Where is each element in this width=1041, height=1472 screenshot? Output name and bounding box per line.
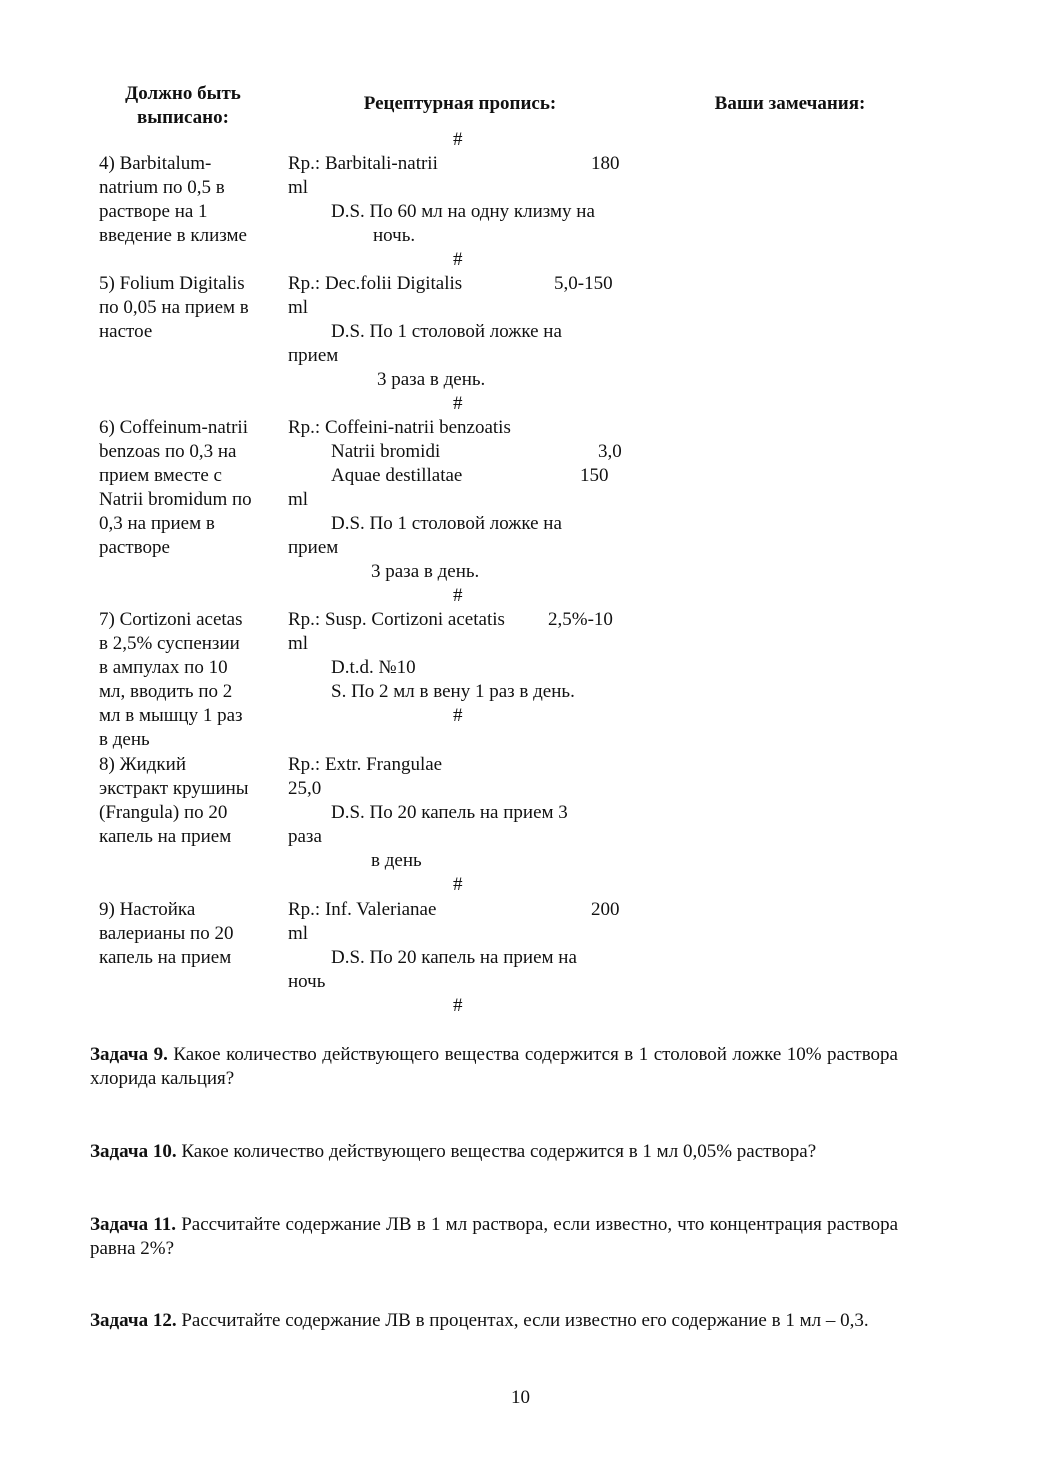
task-10-label: Задача 10. xyxy=(90,1141,177,1162)
item5-unit: ml xyxy=(288,297,309,318)
item5-task-line: по 0,05 на прием в xyxy=(99,297,249,318)
item5-signa-cont: 3 раза в день. xyxy=(377,369,486,390)
item9-rp-value: 200 xyxy=(591,899,620,920)
item7-task-line: 7) Cortizoni acetas xyxy=(99,609,243,630)
separator: # xyxy=(453,995,463,1016)
item9-unit: ml xyxy=(288,923,309,944)
item6-task-line: Natrii bromidum по xyxy=(99,489,252,510)
item7-task-line: в ампулах по 10 xyxy=(99,657,228,678)
item5-task-line: настое xyxy=(99,321,153,342)
item5-rp: Rp.: Dec.folii Digitalis xyxy=(288,273,463,294)
item7-rp: Rp.: Susp. Cortizoni acetatis xyxy=(288,609,505,630)
item6-task-line: 0,3 на прием в xyxy=(99,513,215,534)
item7-dtd: D.t.d. №10 xyxy=(331,657,416,678)
item5-task-line: 5) Folium Digitalis xyxy=(99,273,245,294)
item8-rp-value: 25,0 xyxy=(288,778,322,799)
item4-unit: ml xyxy=(288,177,309,198)
item7-unit: ml xyxy=(288,633,309,654)
item6-rp: Rp.: Coffeini-natrii benzoatis xyxy=(288,417,511,438)
task-11 xyxy=(90,1213,898,1261)
page-number: 10 xyxy=(511,1387,530,1408)
item6-ingredient-value: 150 xyxy=(580,465,609,486)
separator: # xyxy=(453,585,463,606)
item9-rp: Rp.: Inf. Valerianae xyxy=(288,899,437,920)
task-12-text: Рассчитайте содержание ЛВ в процентах, если известно его содержание в 1 мл – 0,3. xyxy=(176,1310,869,1331)
item4-signa-cont: ночь. xyxy=(373,225,416,246)
item7-task-line: в день xyxy=(99,729,150,750)
item4-task-line: растворе на 1 xyxy=(99,201,208,222)
item9-signa: D.S. По 20 капель на прием на xyxy=(331,947,577,968)
item9-task-line: валерианы по 20 xyxy=(99,923,234,944)
item6-signa-cont: прием xyxy=(288,537,339,558)
item7-task-line: мл, вводить по 2 xyxy=(99,681,233,702)
item4-rp-value: 180 xyxy=(591,153,620,174)
task-10 xyxy=(90,1140,898,1164)
task-9-label: Задача 9. xyxy=(90,1044,168,1065)
item7-task-line: мл в мышцу 1 раз xyxy=(99,705,243,726)
item8-task-line: 8) Жидкий xyxy=(99,754,187,775)
item6-task-line: benzoas по 0,3 на xyxy=(99,441,237,462)
item8-signa-cont: раза xyxy=(288,826,322,847)
item9-task-line: 9) Настойка xyxy=(99,899,196,920)
item8-task-line: экстракт крушины xyxy=(99,778,249,799)
item4-signa: D.S. По 60 мл на одну клизму на xyxy=(331,201,595,222)
task-12 xyxy=(90,1309,898,1333)
item4-task-line: 4) Barbitalum- xyxy=(99,153,212,174)
item6-ingredient: Natrii bromidi xyxy=(331,441,441,462)
item5-signa-cont: прием xyxy=(288,345,339,366)
header-should-be-prescribed: Должно быть выписано: xyxy=(125,83,241,128)
separator: # xyxy=(453,129,463,150)
item8-task-line: (Frangula) по 20 xyxy=(99,802,228,823)
item9-signa-cont: ночь xyxy=(288,971,326,992)
item6-signa: D.S. По 1 столовой ложке на xyxy=(331,513,562,534)
item6-ingredient: Aquae destillatae xyxy=(331,465,463,486)
item7-rp-value: 2,5%-10 xyxy=(548,609,613,630)
item6-task-line: 6) Coffeinum-natrii xyxy=(99,417,248,438)
task-10-text: Какое количество действующего вещества содержится в 1 мл 0,05% раствора? xyxy=(176,1141,817,1162)
item8-signa-cont: в день xyxy=(371,850,422,871)
separator: # xyxy=(453,249,463,270)
header-remarks: Ваши замечания: xyxy=(714,93,866,114)
item7-task-line: в 2,5% суспензии xyxy=(99,633,240,654)
separator: # xyxy=(453,705,463,726)
item9-task-line: капель на прием xyxy=(99,947,232,968)
item6-task-line: растворе xyxy=(99,537,170,558)
task-11-label: Задача 11. xyxy=(90,1214,177,1235)
item6-task-line: прием вместе с xyxy=(99,465,222,486)
item6-unit: ml xyxy=(288,489,309,510)
item6-signa-cont: 3 раза в день. xyxy=(371,561,480,582)
item8-rp: Rp.: Extr. Frangulae xyxy=(288,754,443,775)
item4-rp: Rp.: Barbitali-natrii xyxy=(288,153,438,174)
item4-task-line: natrium по 0,5 в xyxy=(99,177,225,198)
header-prescription: Рецептурная пропись: xyxy=(363,93,557,114)
separator: # xyxy=(453,874,463,895)
item8-task-line: капель на прием xyxy=(99,826,232,847)
item7-signa: S. По 2 мл в вену 1 раз в день. xyxy=(331,681,575,702)
item5-rp-value: 5,0-150 xyxy=(554,273,613,294)
task-9 xyxy=(90,1043,898,1091)
item4-task-line: введение в клизме xyxy=(99,225,247,246)
separator: # xyxy=(453,393,463,414)
item5-signa: D.S. По 1 столовой ложке на xyxy=(331,321,562,342)
item8-signa: D.S. По 20 капель на прием 3 xyxy=(331,802,568,823)
task-11-text: Рассчитайте содержание ЛВ в 1 мл раствора, если известно, что концентрация раствора равна 2%? xyxy=(90,1214,899,1259)
task-12-label: Задача 12. xyxy=(90,1310,177,1331)
item6-ingredient-value: 3,0 xyxy=(598,441,622,462)
task-9-text: Какое количество действующего вещества содержится в 1 столовой ложке 10% раствора хлорида кальция? xyxy=(90,1044,898,1089)
